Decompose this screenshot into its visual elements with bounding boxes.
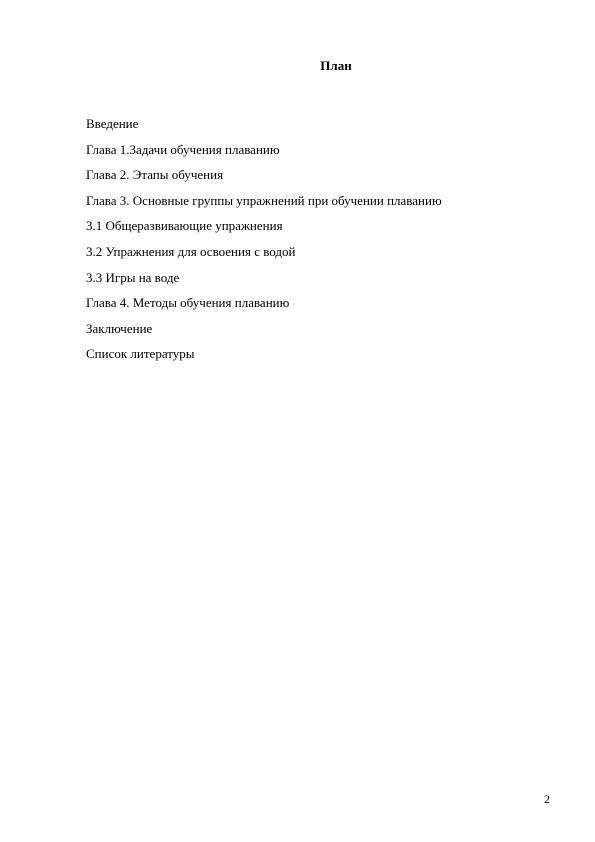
toc-item-conclusion: Заключение [86, 320, 153, 336]
toc-item-chapter-3: Глава 3. Основные группы упражнений при обучении плаванию [86, 192, 442, 208]
toc-item-section-3-2: 3.2 Упражнения для освоения с водой [86, 243, 296, 259]
toc-item-introduction: Введение [86, 116, 139, 131]
toc-item-chapter-2: Глава 2. Этапы обучения [86, 167, 224, 183]
page-number: 2 [544, 792, 550, 806]
toc-item-section-3-1: 3.1 Общеразвивающие упражнения [86, 218, 283, 234]
toc-item-chapter-1: Глава 1.Задачи обучения плаванию [86, 141, 280, 157]
toc-item-chapter-4: Глава 4. Методы обучения плаванию [86, 295, 290, 311]
page-title: План [320, 58, 352, 73]
toc-item-bibliography: Список литературы [86, 346, 195, 362]
table-of-contents [86, 111, 442, 367]
toc-item-section-3-3: 3.3 Игры на воде [86, 269, 180, 285]
